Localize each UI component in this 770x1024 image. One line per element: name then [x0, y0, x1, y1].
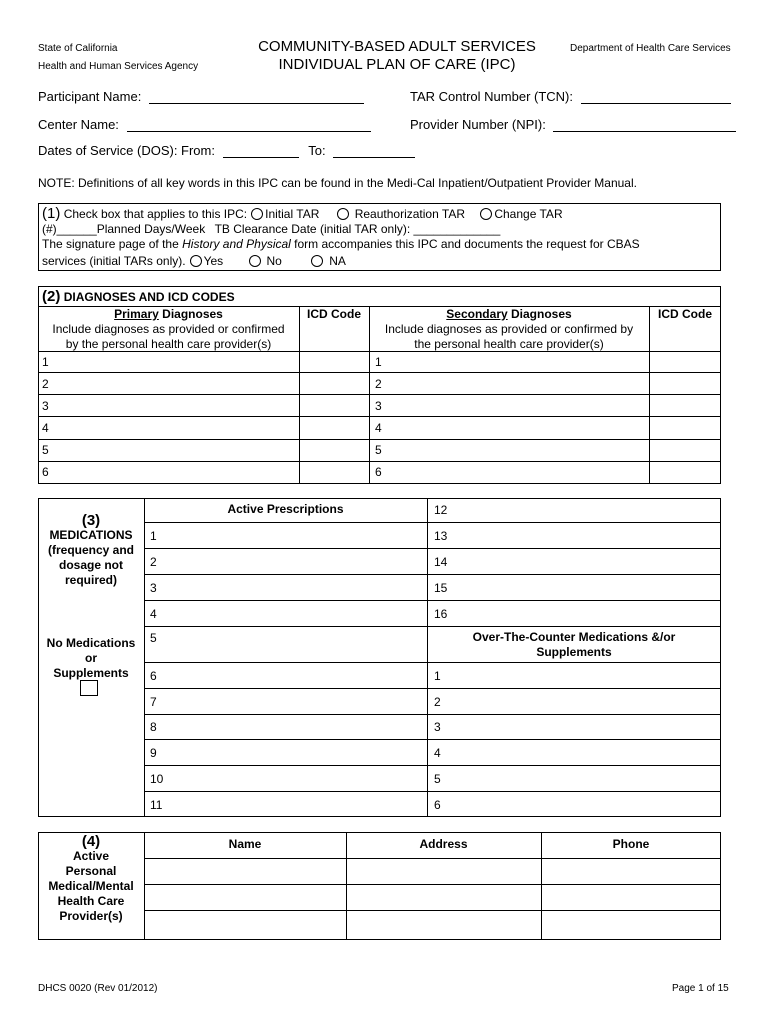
no-medications-checkbox[interactable]: [80, 680, 98, 696]
participant-name-field[interactable]: [149, 103, 364, 104]
note-text: NOTE: Definitions of all key words in this IPC can be found in the Medi-Cal Inpatient/Outpatient Provider Manual.: [38, 176, 637, 190]
col-name-header: Name: [228, 837, 262, 851]
section-1-line1: (1) Check box that applies to this IPC: Initial TAR Reauthorization TAR Change TAR: [42, 205, 563, 222]
initial-tar-radio[interactable]: [251, 208, 263, 220]
primary-icd-header: ICD Code: [307, 307, 361, 321]
otc-row-6[interactable]: 6: [434, 798, 441, 812]
section-1-line2: (#)______Planned Days/Week TB Clearance Date (initial TAR only): _____________: [42, 222, 501, 236]
rx-left-6[interactable]: 6: [150, 669, 157, 683]
hp-yes-radio[interactable]: [190, 255, 202, 267]
otc-row-4[interactable]: 4: [434, 746, 441, 760]
center-name-field[interactable]: [127, 131, 371, 132]
rx-left-5[interactable]: 5: [150, 631, 157, 645]
secondary-row-6[interactable]: 6: [375, 465, 382, 479]
secondary-icd-header: ICD Code: [658, 307, 712, 321]
participant-name-label: Participant Name:: [38, 89, 364, 104]
rx-right-14[interactable]: 14: [434, 555, 448, 569]
otc-row-2[interactable]: 2: [434, 695, 441, 709]
section-1-line4: services (initial TARs only). Yes No NA: [42, 254, 346, 268]
section-2-title: (2) DIAGNOSES AND ICD CODES: [42, 288, 235, 305]
providers-label: (4) Active Personal Medical/Mental Health Care Provider(s): [48, 833, 134, 923]
reauthorization-tar-radio[interactable]: [337, 208, 349, 220]
hp-no-radio[interactable]: [249, 255, 261, 267]
center-name-label: Center Name:: [38, 117, 371, 132]
secondary-diagnoses-header: Secondary Diagnoses Include diagnoses as provided or confirmed by the personal health care provider(s): [384, 307, 634, 351]
no-medications-label: No Medications or Supplements: [46, 636, 136, 680]
primary-row-3[interactable]: 3: [42, 399, 49, 413]
rx-left-7[interactable]: 7: [150, 695, 157, 709]
provider-number-label: Provider Number (NPI):: [410, 117, 736, 132]
dos-from-field[interactable]: [223, 157, 299, 158]
agency-label: Health and Human Services Agency: [38, 61, 199, 72]
form-title: COMMUNITY-BASED ADULT SERVICES: [258, 38, 536, 55]
section-1-line3: The signature page of the History and Physical form accompanies this IPC and documents the request for CBAS: [42, 237, 640, 251]
rx-left-4[interactable]: 4: [150, 607, 157, 621]
department-label: Department of Health Care Services: [570, 43, 731, 54]
rx-left-9[interactable]: 9: [150, 746, 157, 760]
rx-right-16[interactable]: 16: [434, 607, 448, 621]
form-id: DHCS 0020 (Rev 01/2012): [38, 983, 158, 994]
rx-left-8[interactable]: 8: [150, 720, 157, 734]
secondary-row-3[interactable]: 3: [375, 399, 382, 413]
secondary-row-2[interactable]: 2: [375, 377, 382, 391]
tar-control-label: TAR Control Number (TCN):: [410, 89, 731, 104]
state-label: State of California: [38, 43, 118, 54]
primary-row-6[interactable]: 6: [42, 465, 49, 479]
secondary-row-1[interactable]: 1: [375, 355, 382, 369]
dates-of-service: Dates of Service (DOS): From: To:: [38, 143, 415, 158]
active-prescriptions-header: Active Prescriptions: [227, 502, 344, 516]
primary-diagnoses-header: Primary Diagnoses Include diagnoses as provided or confirmed by the personal health care provider(s): [52, 307, 285, 351]
rx-left-10[interactable]: 10: [150, 772, 164, 786]
hp-na-radio[interactable]: [311, 255, 323, 267]
col-phone-header: Phone: [612, 837, 650, 851]
otc-row-3[interactable]: 3: [434, 720, 441, 734]
change-tar-radio[interactable]: [480, 208, 492, 220]
otc-row-5[interactable]: 5: [434, 772, 441, 786]
form-subtitle: INDIVIDUAL PLAN OF CARE (IPC): [278, 56, 516, 73]
rx-right-12[interactable]: 12: [434, 503, 448, 517]
rx-right-13[interactable]: 13: [434, 529, 448, 543]
primary-row-2[interactable]: 2: [42, 377, 49, 391]
rx-left-3[interactable]: 3: [150, 581, 157, 595]
dos-to-field[interactable]: [333, 157, 415, 158]
secondary-row-4[interactable]: 4: [375, 421, 382, 435]
provider-number-field[interactable]: [553, 131, 736, 132]
otc-row-1[interactable]: 1: [434, 669, 441, 683]
primary-row-5[interactable]: 5: [42, 443, 49, 457]
col-address-header: Address: [419, 837, 468, 851]
primary-row-1[interactable]: 1: [42, 355, 49, 369]
tar-control-field[interactable]: [581, 103, 731, 104]
rx-left-2[interactable]: 2: [150, 555, 157, 569]
secondary-row-5[interactable]: 5: [375, 443, 382, 457]
medications-label: (3) MEDICATIONS (frequency and dosage not required): [47, 512, 134, 587]
rx-left-1[interactable]: 1: [150, 529, 157, 543]
page-number: Page 1 of 15: [672, 983, 729, 994]
rx-right-15[interactable]: 15: [434, 581, 448, 595]
primary-row-4[interactable]: 4: [42, 421, 49, 435]
rx-left-11[interactable]: 11: [150, 798, 163, 812]
otc-header: Over-The-Counter Medications &/or Supplements: [472, 630, 676, 659]
